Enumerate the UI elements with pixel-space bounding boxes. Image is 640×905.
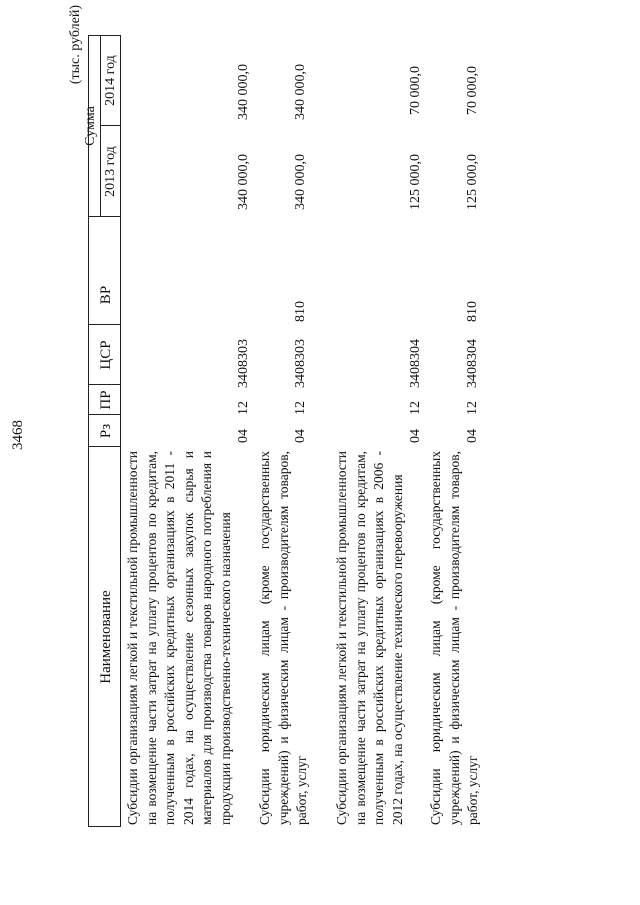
units-label: (тыс. рублей) bbox=[68, 5, 83, 85]
row-1-csr: 3408303 bbox=[236, 339, 251, 388]
header-rz: Рз bbox=[98, 423, 114, 439]
header-2014: 2014 год bbox=[103, 55, 118, 106]
sum-subheader-border bbox=[100, 35, 101, 217]
row-4-vr: 810 bbox=[465, 301, 480, 322]
row-1-pr: 12 bbox=[236, 401, 251, 415]
row-2-2013: 340 000,0 bbox=[293, 154, 308, 210]
row-3-name: Субсидии организациям легкой и текстильной промышленности на возмещение части затрат на уплату процентов по кредитам, полученным в российских кредитных организациях в 2006 - 2012 годах, на осуществление технического перевооружения bbox=[334, 451, 405, 825]
row-2-rz: 04 bbox=[293, 429, 308, 443]
row-2-vr: 810 bbox=[293, 301, 308, 322]
row-3-2013: 125 000,0 bbox=[408, 154, 423, 210]
header-csr: ЦСР bbox=[98, 340, 114, 370]
row-1-rz: 04 bbox=[236, 429, 251, 443]
header-name: Наименование bbox=[98, 590, 114, 684]
row-2-csr: 3408303 bbox=[293, 339, 308, 388]
row-2-name: Субсидии юридическим лицам (кроме государственных учреждений) и физическим лицам - производителям товаров, работ, услуг bbox=[257, 451, 310, 825]
row-4-csr: 3408304 bbox=[465, 339, 480, 388]
row-3-csr: 3408304 bbox=[408, 339, 423, 388]
row-2-2014: 340 000,0 bbox=[293, 64, 308, 120]
row-4-pr: 12 bbox=[465, 401, 480, 415]
header-sum: Сумма bbox=[83, 106, 98, 146]
row-4-2014: 70 000,0 bbox=[465, 66, 480, 115]
row-4-2013: 125 000,0 bbox=[465, 154, 480, 210]
header-pr: ПР bbox=[98, 390, 114, 410]
row-2-pr: 12 bbox=[293, 401, 308, 415]
header-bottom-border bbox=[120, 35, 121, 827]
row-1-2014: 340 000,0 bbox=[236, 64, 251, 120]
row-4-name: Субсидии юридическим лицам (кроме государственных учреждений) и физическим лицам - производителям товаров, работ, услуг bbox=[428, 451, 481, 825]
row-3-pr: 12 bbox=[408, 401, 423, 415]
row-1-name: Субсидии организациям легкой и текстильной промышленности на возмещение части затрат на уплату процентов по кредитам, полученным в российских кредитных организациях в 2011 - 2014 годах, на осуществление сезонных закупок сырья и материалов для производства товаров народного потребления и продукции производственно-технического назначения bbox=[125, 451, 233, 825]
row-3-2014: 70 000,0 bbox=[408, 66, 423, 115]
page-number: 3468 bbox=[10, 420, 26, 450]
header-vr: ВР bbox=[98, 285, 114, 305]
row-1-2013: 340 000,0 bbox=[236, 154, 251, 210]
row-3-rz: 04 bbox=[408, 429, 423, 443]
row-4-rz: 04 bbox=[465, 429, 480, 443]
header-2013: 2013 год bbox=[103, 146, 118, 197]
